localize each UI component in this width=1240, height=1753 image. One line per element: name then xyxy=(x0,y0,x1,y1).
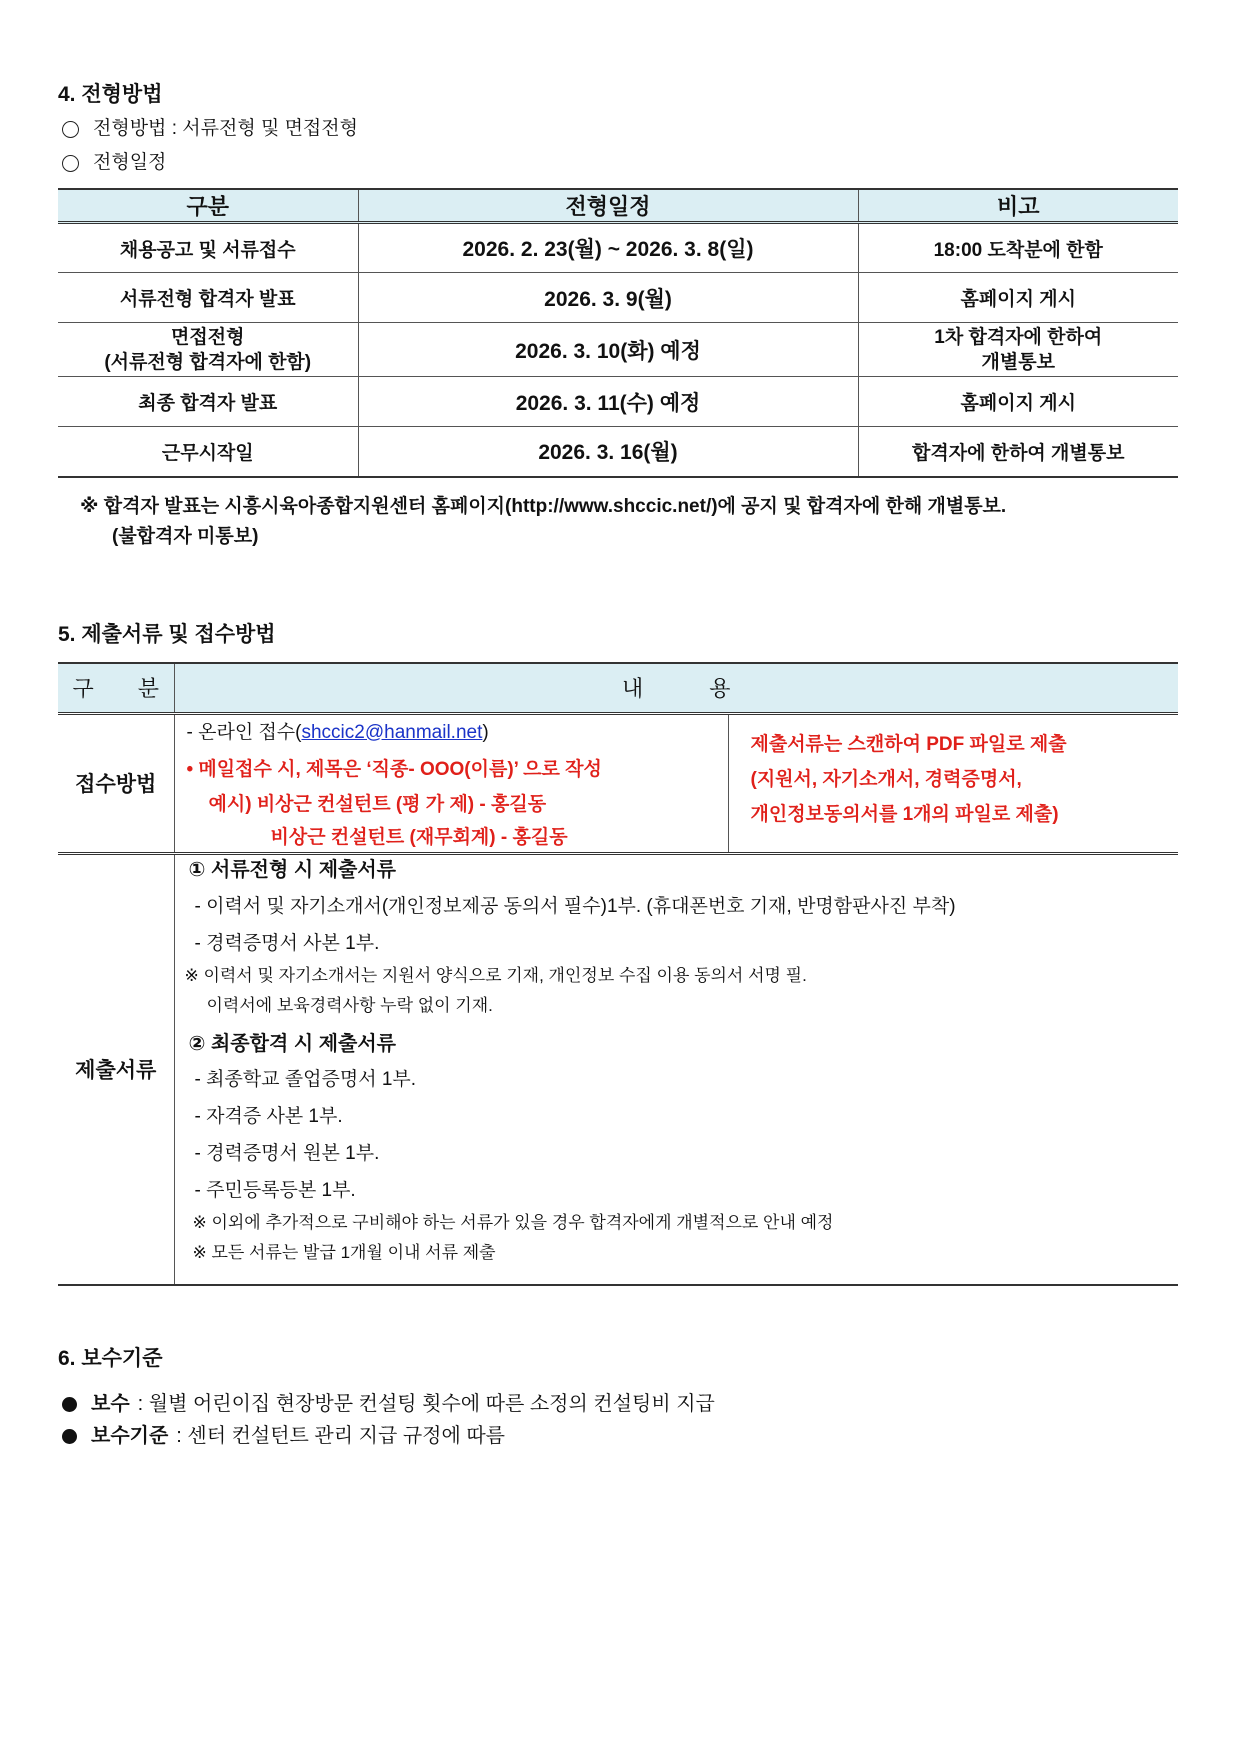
schedule-table-header xyxy=(58,189,1178,223)
section-4-heading: 4. 전형방법 xyxy=(58,83,163,106)
announcement-note xyxy=(58,492,1178,552)
filled-bullet-icon xyxy=(62,1397,77,1412)
documents-label: 제출서류 xyxy=(58,853,174,1285)
row-date: 2026. 3. 11(수) 예정 xyxy=(358,377,858,427)
section-5-heading: 5. 제출서류 및 접수방법 xyxy=(58,622,276,646)
online-line xyxy=(187,719,728,746)
circle-bullet-icon xyxy=(62,155,79,172)
documents-stage1-item: - 경력증명서 사본 1부. xyxy=(194,932,380,954)
circle-bullet-icon xyxy=(62,121,79,138)
pay-label: 보수 xyxy=(91,1393,130,1415)
row-date: 2026. 3. 16(월) xyxy=(358,427,858,477)
col-header-content: 내 용 xyxy=(174,663,1178,714)
example-line-2: 비상근 컨설턴트 (재무회계) - 홍길동 xyxy=(270,826,568,848)
document-page xyxy=(58,80,1178,1452)
row-date: 2026. 2. 23(월) ~ 2026. 3. 8(일) xyxy=(358,223,858,273)
row-category-line2: (서류전형 합격자에 한함) xyxy=(104,351,312,373)
row-remark-line2: 개별통보 xyxy=(981,351,1055,373)
documents-stage1-note: ※ 이력서 및 자기소개서는 지원서 양식으로 기재, 개인정보 수집 이용 동의서 서명 필. xyxy=(184,965,807,985)
table-row xyxy=(58,323,1178,377)
documents-content xyxy=(174,853,1178,1285)
schedule-label: 전형일정 xyxy=(93,152,167,173)
online-prefix: - 온라인 접수( xyxy=(186,721,302,743)
announcement-note-line2: (불합격자 미통보) xyxy=(112,525,259,547)
documents-stage2-item: - 자격증 사본 1부. xyxy=(194,1105,343,1127)
table-row xyxy=(58,427,1178,477)
pay-text: : 월별 어린이집 현장방문 컨설팅 횟수에 따른 소정의 컨설팅비 지급 xyxy=(137,1393,715,1415)
row-category-line1: 면접전형 xyxy=(171,326,245,348)
mail-rule: • 메일접수 시, 제목은 ‘직종- OOO(이름)’ 으로 작성 xyxy=(186,758,602,780)
documents-stage2-title: ② 최종합격 시 제출서류 xyxy=(188,1032,396,1055)
pay-item xyxy=(58,1388,1178,1420)
documents-stage2-item: - 경력증명서 원본 1부. xyxy=(194,1142,380,1164)
row-remark: 홈페이지 게시 xyxy=(858,377,1178,427)
table-row xyxy=(58,377,1178,427)
submission-table-header xyxy=(58,663,1178,714)
documents-row xyxy=(58,853,1178,1285)
pay-standard-label: 보수기준 xyxy=(91,1425,169,1447)
row-remark: 홈페이지 게시 xyxy=(858,273,1178,323)
table-row xyxy=(58,273,1178,323)
col-header-remark: 비고 xyxy=(858,189,1178,223)
scan-notice xyxy=(728,713,1178,853)
submission-table xyxy=(58,662,1178,1287)
method-content xyxy=(174,713,728,853)
documents-stage2-note: ※ 이외에 추가적으로 구비해야 하는 서류가 있을 경우 합격자에게 개별적으로 안내 예정 xyxy=(192,1212,834,1232)
documents-stage2-item: - 최종학교 졸업증명서 1부. xyxy=(194,1068,417,1090)
row-date: 2026. 3. 10(화) 예정 xyxy=(358,323,858,377)
row-remark: 합격자에 한하여 개별통보 xyxy=(858,427,1178,477)
row-category: 서류전형 합격자 발표 xyxy=(58,273,358,323)
col-header-schedule: 전형일정 xyxy=(358,189,858,223)
scan-line-3: 개인정보동의서를 1개의 파일로 제출) xyxy=(750,803,1059,825)
pay-standard-item xyxy=(58,1420,1178,1452)
scan-line-1: 제출서류는 스캔하여 PDF 파일로 제출 xyxy=(750,733,1067,755)
row-date: 2026. 3. 9(월) xyxy=(358,273,858,323)
section-6-heading: 6. 보수기준 xyxy=(58,1347,163,1370)
table-row xyxy=(58,223,1178,273)
pay-standard-text: : 센터 컨설턴트 관리 지급 규정에 따름 xyxy=(176,1425,505,1447)
schedule-table xyxy=(58,188,1178,478)
email-link[interactable]: shccic2@hanmail.net xyxy=(301,721,483,743)
documents-stage2-note: ※ 모든 서류는 발급 1개월 이내 서류 제출 xyxy=(192,1242,496,1262)
schedule-item xyxy=(58,146,1178,180)
row-category: 채용공고 및 서류접수 xyxy=(58,223,358,273)
row-remark-line1: 1차 합격자에 한하여 xyxy=(934,326,1103,348)
method-item xyxy=(58,112,1178,146)
row-category: 최종 합격자 발표 xyxy=(58,377,358,427)
method-label: 접수방법 xyxy=(58,713,174,853)
scan-line-2: (지원서, 자기소개서, 경력증명서, xyxy=(750,768,1022,790)
example-line-1: 예시) 비상근 컨설턴트 (평 가 제) - 홍길동 xyxy=(208,793,547,815)
documents-stage1-item: - 이력서 및 자기소개서(개인정보제공 동의서 필수)1부. (휴대폰번호 기재, 반명함판사진 부착) xyxy=(194,895,956,917)
online-suffix: ) xyxy=(482,721,489,743)
method-row xyxy=(58,713,1178,853)
row-category: 근무시작일 xyxy=(58,427,358,477)
method-text: 전형방법 : 서류전형 및 면접전형 xyxy=(93,118,358,139)
col-header-category: 구 분 xyxy=(58,663,174,714)
col-header-category: 구분 xyxy=(58,189,358,223)
row-remark xyxy=(858,323,1178,377)
documents-stage1-note: 이력서에 보육경력사항 누락 없이 기재. xyxy=(206,995,493,1015)
filled-bullet-icon xyxy=(62,1429,77,1444)
documents-stage2-item: - 주민등록등본 1부. xyxy=(194,1179,356,1201)
row-remark: 18:00 도착분에 한함 xyxy=(858,223,1178,273)
announcement-note-line1: ※ 합격자 발표는 시흥시육아종합지원센터 홈페이지(http://www.shccic.net/)에 공지 및 합격자에 한해 개별통보. xyxy=(80,495,1007,517)
documents-stage1-title: ① 서류전형 시 제출서류 xyxy=(188,858,396,881)
row-category xyxy=(58,323,358,377)
